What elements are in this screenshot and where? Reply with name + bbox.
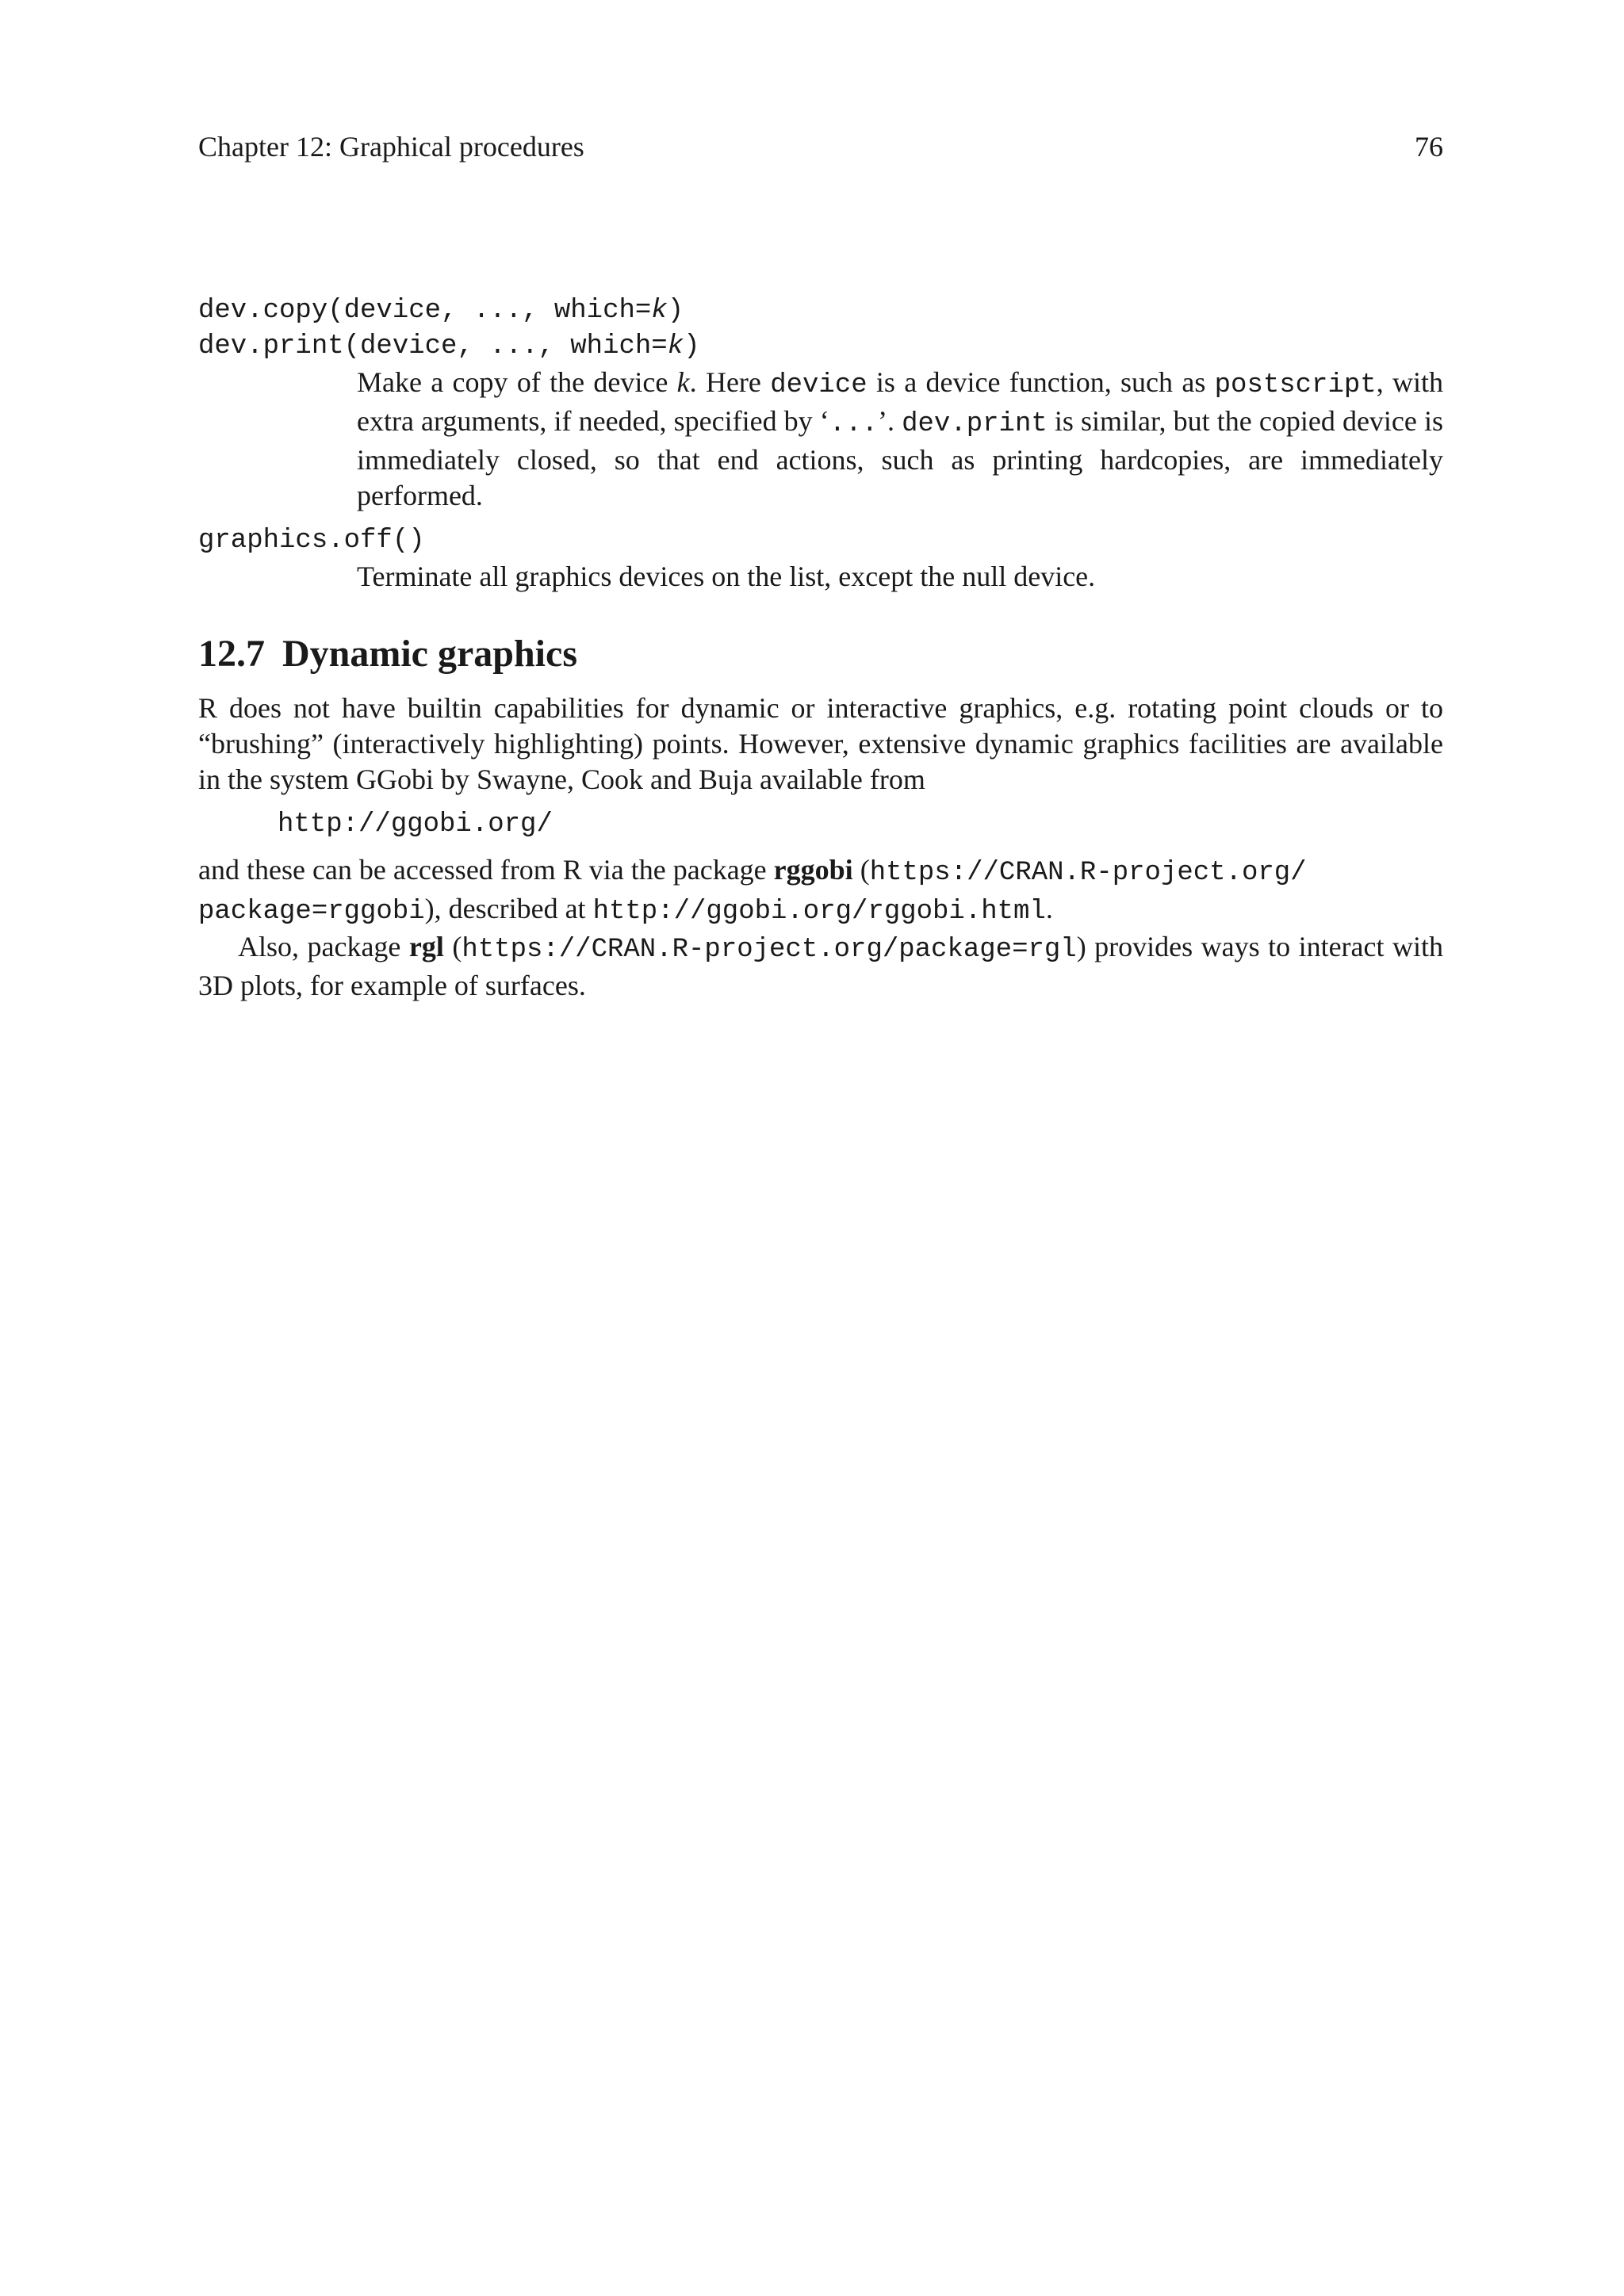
- code-postscript: postscript: [1214, 370, 1377, 400]
- link-cran-rgl[interactable]: https://CRAN.R-project.org/package=rgl: [462, 935, 1077, 965]
- function-signature-dev-print: dev.print(device, ..., which=k): [198, 331, 700, 362]
- section-title: Dynamic graphics: [282, 633, 577, 675]
- section-number: 12.7: [198, 633, 265, 675]
- paragraph-rggobi: and these can be accessed from R via the package rggobi (https://CRAN.R-project.org/ package=rggobi), described at http://ggobi.org/rggobi.html.: [198, 854, 1307, 927]
- code-device: device: [770, 370, 868, 400]
- argument-k: k: [667, 331, 684, 362]
- link-ggobi-rggobi-html[interactable]: http://ggobi.org/rggobi.html: [592, 897, 1046, 927]
- chapter-title: Chapter 12: Graphical procedures: [198, 131, 584, 163]
- function-signature-dev-copy: dev.copy(device, ..., which=k): [198, 296, 684, 326]
- package-rgl: rgl: [408, 931, 444, 962]
- ggobi-url[interactable]: http://ggobi.org/: [278, 809, 553, 840]
- section-heading: [198, 630, 577, 678]
- paragraph-rgl: Also, package rgl (https://CRAN.R-project.org/package=rgl) provides ways to interact with 3D plots, for example of surfaces.: [198, 931, 1443, 1001]
- function-signature-graphics-off: graphics.off(): [198, 526, 425, 556]
- package-rggobi: rggobi: [773, 854, 853, 886]
- argument-k: k: [651, 296, 668, 326]
- paragraph-intro: R does not have builtin capabilities for dynamic or interactive graphics, e.g. rotating point clouds or to “brushing” (interactively highlighting) points. However, extensive dynamic graphics facilities are available in the system GGobi by Swayne, Cook and Buja available from: [198, 692, 1443, 795]
- link-cran-rggobi[interactable]: https://CRAN.R-project.org/ package=rggobi: [198, 858, 1307, 927]
- page-number: 76: [1415, 131, 1443, 163]
- running-header: [198, 129, 1443, 169]
- code-dots: ...: [829, 409, 879, 439]
- code-dev-print: dev.print: [902, 409, 1048, 439]
- definition-body-graphics-off: Terminate all graphics devices on the list, except the null device.: [357, 561, 1096, 592]
- definition-body-dev-copy: Make a copy of the device k. Here device is a device function, such as postscript, with extra arguments, if needed, specified by ‘...’. dev.print is similar, but the copied device is immediately closed, so that end actions, such as printing hardcopies, are immediately performed.: [357, 366, 1444, 511]
